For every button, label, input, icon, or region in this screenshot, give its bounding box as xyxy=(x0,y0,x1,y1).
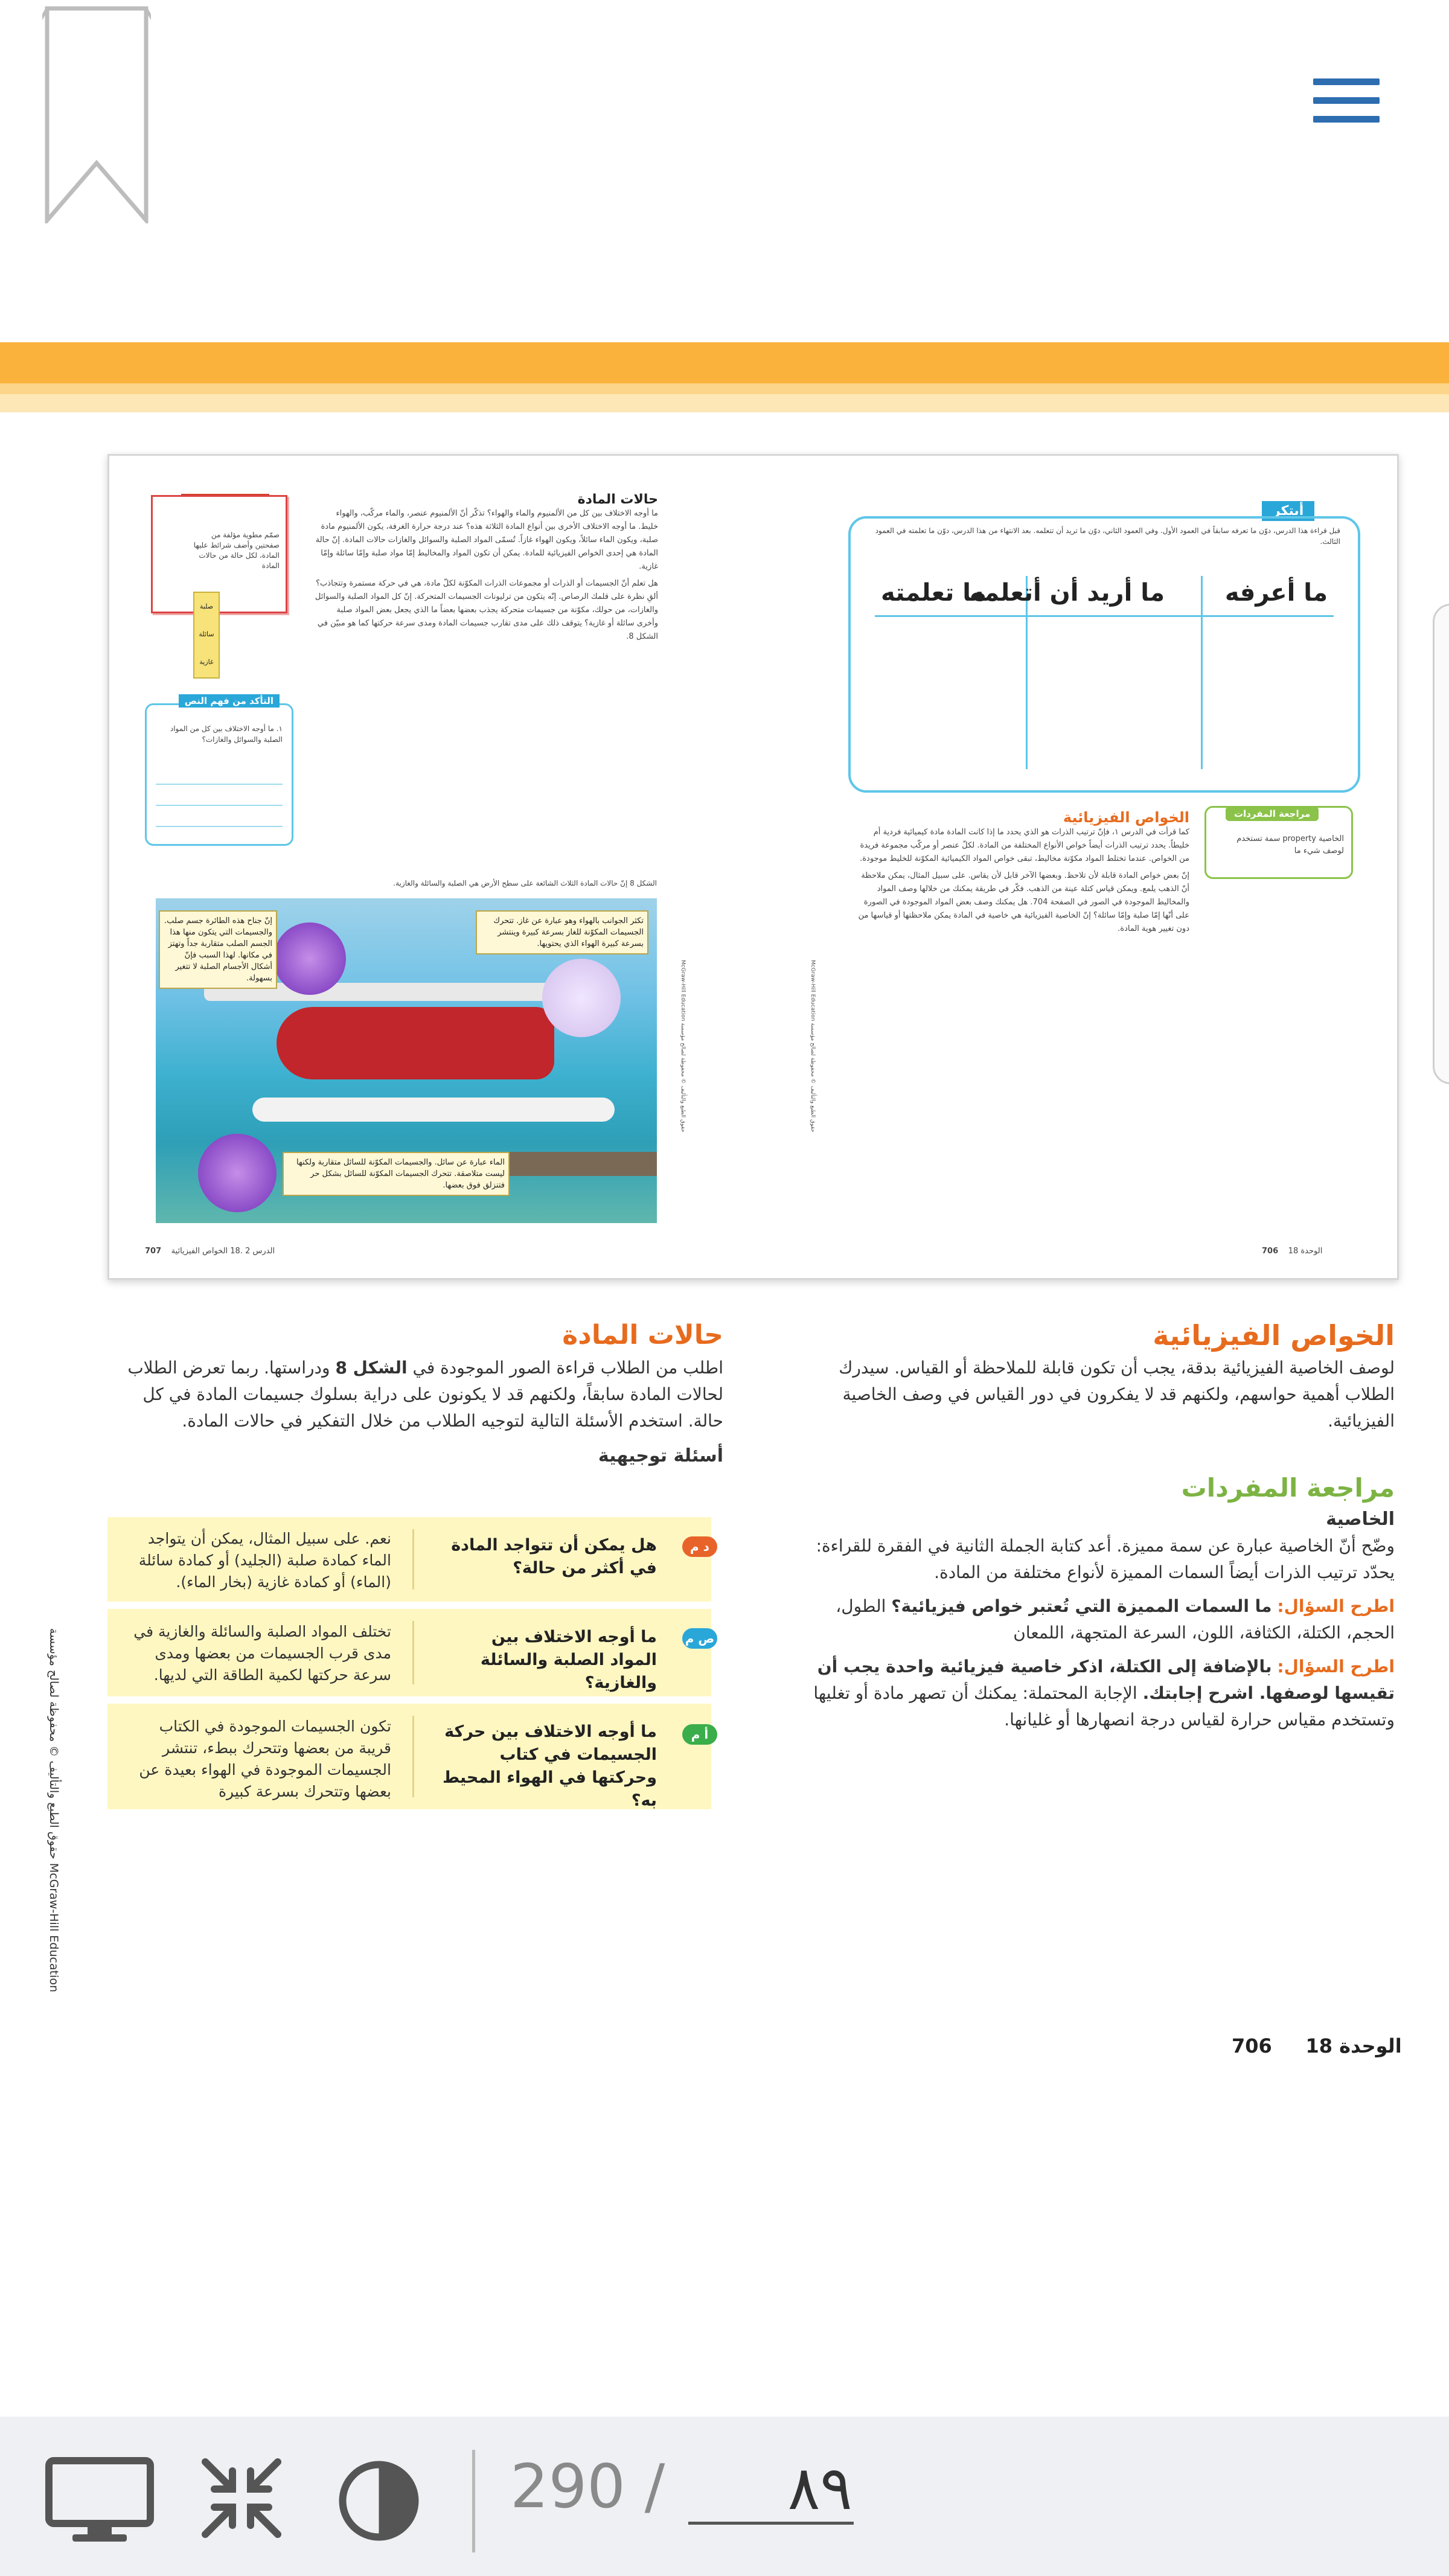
start-instructions: قبل قراءة هذا الدرس، دوّن ما تعرفه سابقاً في العمود الأول. وفي العمود الثاني، دوّن ما تريد أن تتعلمه. بعد الانتهاء من هذا الدرس، دوّن ما تعلمته في العمود الثالث. xyxy=(875,526,1340,546)
callout-gas: تكثر الجوانب بالهواء وهو عبارة عن غاز. تتحرك الجسيمات المكوّنة للغاز بسرعة كبيرة وينتشر بسرعة كبيرة الهواء الذي يحتويها. xyxy=(476,910,648,954)
vocab-section-title: مراجعة المفردات xyxy=(1181,1473,1395,1503)
level-badge: أ م xyxy=(682,1724,717,1745)
figure-caption: الشكل 8 إنّ حالات المادة الثلاث الشائعة على سطح الأرض هي الصلبة والسائلة والغازية. xyxy=(393,879,657,887)
kwl-header-know: ما أعرفه xyxy=(1224,579,1328,607)
foldable-tab: صلبة xyxy=(199,602,214,610)
kwl-table xyxy=(848,516,1360,793)
physical-properties-title: الخواص الفيزيائية xyxy=(1153,1319,1395,1352)
total-pages: 290 / xyxy=(510,2451,665,2522)
reading-check-box xyxy=(145,695,293,846)
reading-check-question: ١. ما أوجه الاختلاف بين كل من المواد الصلبة والسوائل والغازات؟ xyxy=(170,724,283,744)
toolbar-separator xyxy=(472,2450,475,2552)
guiding-question: ما أوجه الاختلاف بين حركة الجسيمات في كتاب وحركتها في الهواء المحيط به؟ xyxy=(442,1722,657,1810)
right-page-text xyxy=(857,809,1189,936)
vocab-body: وضّح أنّ الخاصية عبارة عن سمة مميزة. أعد كتابة الجملة الثانية في الفقرة للقراءة: يحدّد ترتيب الذرات أيضاً السمات المميزة لأنواع مختلفة من المادة. xyxy=(816,1536,1395,1582)
left-page-footer-text: الدرس 2 .18 الخواص الفيزيائية xyxy=(171,1247,275,1256)
left-page-heading: حالات المادة xyxy=(577,492,658,507)
vocab-review-text: الخاصية property سمة تستخدم لوصف شيء ما xyxy=(1236,834,1344,855)
start-badge: أبتكر xyxy=(1262,501,1314,521)
kwl-header-learned: ما تعلمته xyxy=(880,579,987,607)
contrast-icon[interactable] xyxy=(338,2460,420,2542)
ask-label: اطرح السؤال: xyxy=(1277,1596,1395,1616)
callout-liquid: الماء عبارة عن سائل. والجسيمات المكوّنة للسائل متقاربة ولكنها ليست متلاصقة. تتحرك الجسيمات المكوّنة للسائل بشكل حر فتنزلق فوق بعضها. xyxy=(283,1152,510,1196)
guiding-question: هل يمكن أن تتواجد المادة في أكثر من حالة؟ xyxy=(451,1536,657,1577)
guiding-answer: تختلف المواد الصلبة والسائلة والغازية في مدى قرب الجسيمات من بعضها ومدى سرعة حركتها لكمية الطاقة التي لديها. xyxy=(133,1623,391,1684)
kwl-header-want: ما أريد أن أتعلمه xyxy=(970,579,1165,607)
guiding-answer: تكون الجسيمات الموجودة في الكتاب قريبة من بعضها وتتحرك ببطء، تنتشر الجسيمات الموجودة في الهواء بعيدة عن بعضها وتتحرك بسرعة كبيرة xyxy=(139,1718,391,1800)
vocab-review-badge: مراجعة المفردات xyxy=(1226,807,1319,821)
header-band xyxy=(0,342,1449,383)
plane-pontoon xyxy=(252,1098,615,1122)
states-of-matter-title: حالات المادة xyxy=(562,1320,723,1350)
ask-question-2 xyxy=(791,1654,1395,1733)
question-1: ما السمات المميزة التي تُعتبر خواص فيزيائية؟ xyxy=(891,1596,1272,1616)
level-badge: ص م xyxy=(682,1628,717,1649)
copyright-text: McGraw-Hill Education حقوق الطبع والتأليف © محفوظة لصالح مؤسسة xyxy=(47,1628,60,1992)
header-band-lighter xyxy=(0,394,1449,412)
hamburger-menu-icon[interactable] xyxy=(1313,78,1380,127)
ask-question-1 xyxy=(791,1593,1395,1646)
right-page-heading: الخواص الفيزيائية xyxy=(1063,809,1189,826)
left-page-para1: ما أوجه الاختلاف بين كل من الألمنيوم والماء والهواء؟ تذكّر أنّ الألمنيوم عنصر، والماء مركّب، والهواء خليط. ما أوجه الاختلاف الأخرى بين أنواع المادة الثلاثة هذه؟ عند درجة حرارة الغرفة، يكون الألمنيوم مادة صلبة، ويكون الماء سائلاً، ويكون الهواء غازاً. تُسمّى المواد الصلبة والسوائل والغازات حالات المادة. إنّ حالة المادة هي إحدى الخواص الفيزيائية للمادة. يمكن أن تكون المواد والمخاليط إمّا مواد صلبة وإمّا سائلة وإمّا غازية. xyxy=(315,509,658,571)
left-page-vertical-credit xyxy=(676,960,688,1153)
plane-body xyxy=(277,1007,554,1079)
notes-footer xyxy=(1232,2034,1402,2057)
states-body-post: ودراستها. ربما تعرض الطلاب لحالات المادة سابقاً، ولكنهم قد لا يكونون على دراية بسلوك جسيمات المادة في كل حالة. استخدم الأسئلة التالية لتوجيه الطلاب من خلال التفكير في حالات المادة. xyxy=(127,1358,723,1431)
header-band-light xyxy=(0,383,1449,394)
ask-label: اطرح السؤال: xyxy=(1277,1657,1395,1676)
guiding-question: ما أوجه الاختلاف بين المواد الصلبة والسائلة والغازية؟ xyxy=(480,1628,657,1692)
page-number-input[interactable] xyxy=(688,2454,854,2525)
reading-check-title: التأكد من فهم النص xyxy=(179,694,280,708)
foldable-tab: سائلة xyxy=(199,630,214,638)
right-credit-text: McGraw-Hill Education حقوق الطبع والتأليف © محفوظة لصالح مؤسسة xyxy=(810,960,816,1133)
answer-1: الطول، الحجم، الكتلة، الكثافة، اللون، السرعة المتجهة، اللمعان xyxy=(836,1596,1395,1643)
monitor-icon[interactable] xyxy=(45,2457,154,2548)
guiding-question-row xyxy=(107,1609,715,1696)
physical-properties-body: لوصف الخاصية الفيزيائية بدقة، يجب أن تكون قابلة للملاحظة أو القياس. سيدرك الطلاب أهمية حواسهم، ولكنهم قد لا يفكرون في دور القياس في وصف الخاصية الفيزيائية. xyxy=(839,1358,1395,1431)
guiding-question-row xyxy=(107,1704,711,1809)
states-of-matter-body xyxy=(107,1355,723,1434)
right-page-number: 706 xyxy=(1262,1247,1279,1256)
guiding-question-row xyxy=(107,1517,711,1602)
physical-properties-section xyxy=(791,1316,1395,1434)
vocab-section xyxy=(791,1470,1395,1733)
gas-particles-circle xyxy=(542,959,621,1037)
right-page-para2: إنّ بعض خواص المادة قابلة لأن تلاحظ. وبعضها الآخر قابل لأن يقاس. على سبيل المثال، يمكن ملاحظة أنّ الذهب يلمع. ويمكن قياس كتلة عينة من الذهب. فكّر في طريقة يمكنك من خلالها وصف المواد والمخاليط الموجودة في الصور في الصفحة 704. هل يمكنك وصف بعض المواد الموجودة في الصورة على أنّها إمّا صلبة وإمّا سائلة؟ إنّ الخاصية الفيزيائية هي خاصية في المادة يمكن ملاحظتها أو قياسها من دون تغيير هوية المادة. xyxy=(858,871,1189,933)
bookmark-icon[interactable] xyxy=(42,6,151,223)
states-body-pre: اطلب من الطلاب قراءة الصور الموجودة في xyxy=(412,1358,723,1378)
guiding-answer: نعم. على سبيل المثال، يمكن أن يتواجد الماء كمادة صلبة (الجليد) أو كمادة سائلة (الماء) أو كمادة غازية (بخار الماء). xyxy=(138,1530,391,1591)
foldables-text: صمّم مطوية مؤلفة من صفحتين وأضف شرائط عليها المادة، لكل حالة من حالات المادة xyxy=(193,531,280,570)
solid-particles-circle xyxy=(273,922,346,995)
foldables-tabs xyxy=(193,592,220,679)
callout-solid: إنّ جناح هذه الطائرة جسم صلب. والجسيمات التي يتكون منها هذا الجسم الصلب متقاربة جداً وتهتز في مكانها. لهذا السبب فإنّ أشكال الأجسام الصلبة لا تتغير بسهولة. xyxy=(159,910,277,989)
liquid-particles-circle xyxy=(198,1134,277,1212)
figure-reference: الشكل 8 xyxy=(335,1358,408,1378)
side-panel-tab[interactable] xyxy=(1433,604,1449,1084)
guiding-questions-title: أسئلة توجيهية xyxy=(598,1445,723,1466)
answer-2: الإجابة المحتملة: يمكنك أن تصهر مادة أو تغليها وتستخدم مقياس حرارة لقياس درجة انصهارها أو غليانها. xyxy=(813,1683,1395,1730)
right-page-footer-text: الوحدة 18 xyxy=(1288,1247,1323,1256)
right-page-vertical-credit xyxy=(806,960,818,1153)
level-badge: د م xyxy=(682,1536,717,1557)
collapse-arrows-icon[interactable] xyxy=(199,2456,284,2540)
seaplane-photo xyxy=(156,898,657,1223)
left-page-number: 707 xyxy=(145,1247,162,1256)
left-page-text xyxy=(314,492,658,644)
foldable-tab: غازية xyxy=(199,658,214,666)
vocab-term: الخاصية xyxy=(1326,1509,1395,1530)
left-credit-text: McGraw-Hill Education حقوق الطبع والتأليف © محفوظة لصالح مؤسسة xyxy=(680,960,686,1133)
right-page-para1: كما قرأت في الدرس ١، فإنّ ترتيب الذرات هو الذي يحدد ما إذا كانت المادة مادة كيميائية فردية أم خليطاً. يحدد ترتيب الذرات أيضاً خواص الأنواع المختلفة من المادة. لكلّ عنصر أو مركّب مجموعة فريدة من الخواص. عندما تختلط المواد مكوّنة مخاليط، تبقى خواص المواد الكيميائية المكوّنة للخليط موجودة. xyxy=(860,828,1189,863)
notes-footer-page: 706 xyxy=(1232,2034,1272,2057)
notes-footer-unit: الوحدة 18 xyxy=(1305,2034,1402,2057)
states-of-matter-section xyxy=(107,1316,723,1469)
right-page-footer xyxy=(1262,1245,1322,1258)
copyright-vertical xyxy=(36,1618,60,1992)
left-page-para2: هل تعلم أنّ الجسيمات أو الذرات أو مجموعات الذرات المكوّنة لكلّ مادة، هي في حركة مستمرة وتتجاذب؟ ألقِ نظرة على قلمك الرصاص. إنّه يتكون من ترليونات الجسيمات المتحركة. إنّ كل المواد الصلبة والسوائل والغازات، من حولك، مكوّنة من جسيمات متحركة يجذب بعضها بعضاً ما الذي يجعل بعض المواد صلبة وأخرى سائلة أو غازية؟ يتوقف ذلك على مدى تقارب جسيمات المادة ومدى سرعة حركتها كما هو مبيّن في الشكل 8. xyxy=(315,579,658,641)
question-2: بالإضافة إلى الكتلة، اذكر خاصية فيزيائية واحدة يجب أن تقيسها لوصفها. اشرح إجابتك. xyxy=(817,1657,1395,1703)
left-page-footer xyxy=(145,1245,275,1258)
